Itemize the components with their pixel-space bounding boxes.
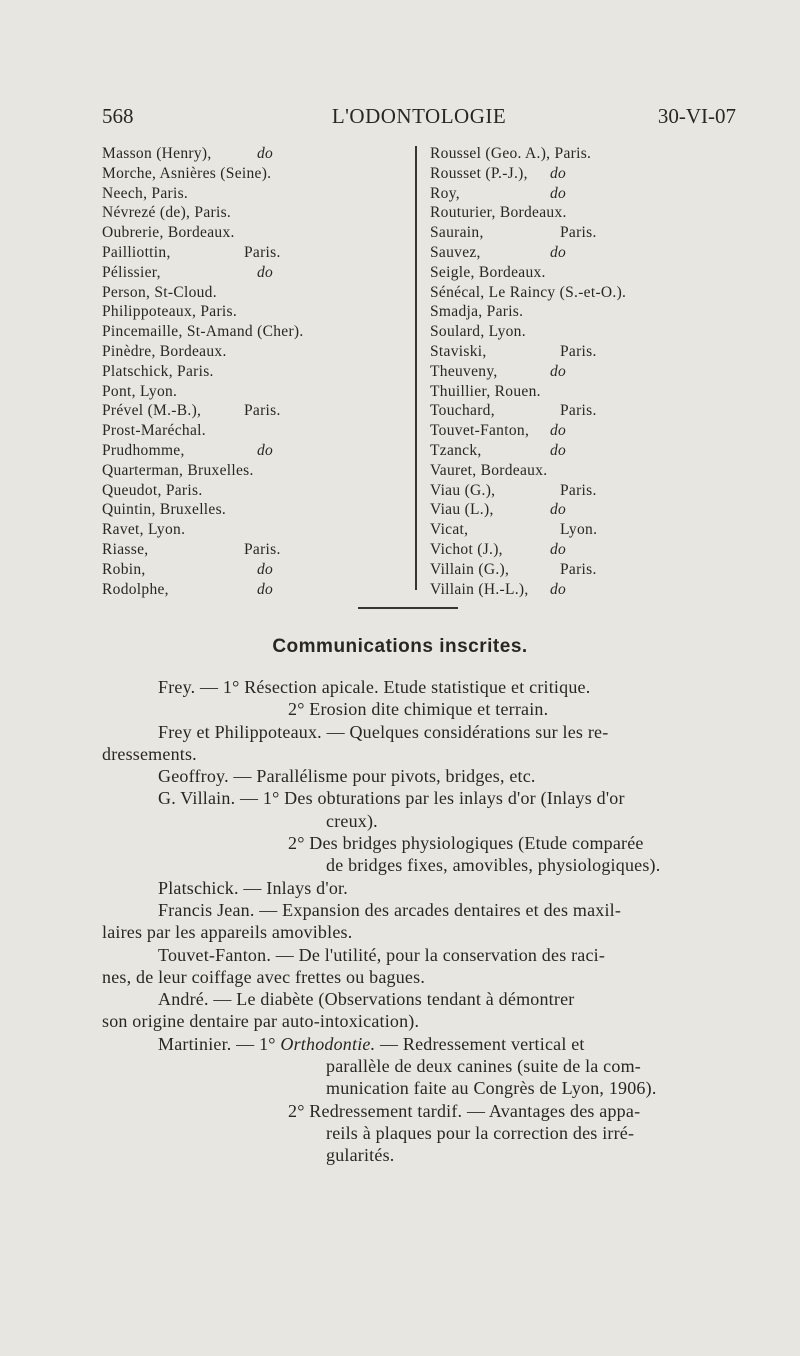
member-city: Paris. [560,402,597,420]
member-entry [430,461,750,481]
communication-text: André. — Le diabète (Observations tendant à démontrer [158,989,575,1010]
column-divider [415,146,417,590]
member-entry [430,302,750,322]
member-city: Paris. [244,402,281,420]
ditto-mark: do [550,580,567,598]
member-city: Paris. [560,342,597,360]
member-city: Paris. [244,540,281,558]
member-entry [430,243,750,263]
member-name: Viau (G.), [430,481,496,499]
member-name: Pincemaille, St-Amand (Cher). [102,323,304,341]
communication-text: creux). [326,810,378,831]
communication-line [102,966,736,988]
member-entry [430,540,750,560]
member-city: Lyon. [560,521,598,539]
ditto-mark: do [550,243,567,261]
member-entry [102,461,412,481]
ditto-mark: do [550,441,567,459]
member-name: Riasse, [102,540,149,558]
member-entry [102,500,412,520]
member-name: Thuillier, Rouen. [430,382,541,400]
member-entry [430,184,750,204]
member-entry [430,164,750,184]
communication-line [102,854,736,876]
communication-text: laires par les appareils amovibles. [102,922,353,943]
member-name: Masson (Henry), [102,145,212,162]
member-entry [102,421,412,441]
member-name: Morche, Asnières (Seine). [102,164,272,182]
member-name: Pont, Lyon. [102,382,178,400]
communication-text: Geoffroy. — Parallélisme pour pivots, bridges, etc. [158,766,536,787]
member-entry [102,560,412,580]
member-name: Queudot, Paris. [102,481,203,499]
communication-line [102,765,736,787]
member-name: Prost-Maréchal. [102,422,206,440]
communication-text: Francis Jean. — Expansion des arcades dentaires et des maxil- [158,899,622,920]
member-name: Touchard, [430,402,495,420]
member-entry [430,263,750,283]
communication-text: 2° Redressement tardif. — Avantages des appa- [288,1100,641,1121]
communication-text: reils à plaques pour la correction des irré- [326,1122,635,1143]
member-entry [430,322,750,342]
communication-line [102,1100,736,1122]
member-name: Philippoteaux, Paris. [102,303,238,321]
member-entry [430,421,750,441]
ditto-mark: do [257,441,274,459]
member-name: Roussel (Geo. A.), Paris. [430,145,592,162]
member-city: Paris. [560,481,597,499]
communication-text: nes, de leur coiffage avec frettes ou bagues. [102,966,426,987]
member-name: Pélissier, [102,263,161,281]
member-name: Quintin, Bruxelles. [102,501,227,519]
communication-line [102,944,736,966]
member-entry [102,243,412,263]
communications-list [102,676,736,1167]
page-number: 568 [102,104,134,128]
communication-text: gularités. [326,1145,395,1166]
member-name: Vauret, Bordeaux. [430,461,548,479]
member-entry [102,144,412,164]
communication-line [102,1122,736,1144]
member-entry [102,322,412,342]
ditto-mark: do [550,164,567,182]
communication-text: dressements. [102,743,197,764]
member-entry [430,223,750,243]
member-entry [430,580,750,600]
communication-text: Platschick. — Inlays d'or. [158,877,348,898]
member-name: Pailliottin, [102,243,171,261]
communication-text: Frey et Philippoteaux. — Quelques considérations sur les re- [158,721,609,742]
member-entry [102,184,412,204]
member-name: Staviski, [430,342,487,360]
section-title: Communications inscrites. [272,636,528,657]
member-entry [102,520,412,540]
issue-date: 30-VI-07 [657,104,736,128]
communication-line [102,1033,736,1055]
member-name: Person, St-Cloud. [102,283,217,301]
member-city: Paris. [560,560,597,578]
member-entry [430,203,750,223]
communication-line [102,676,736,698]
member-entry [102,441,412,461]
member-name: Vicat, [430,521,469,539]
communication-line [102,810,736,832]
member-name: Vichot (J.), [430,540,503,558]
member-name: Sauvez, [430,243,481,261]
member-entry [102,164,412,184]
member-entry [102,481,412,501]
ditto-mark: do [257,145,274,162]
member-name: Ravet, Lyon. [102,521,186,539]
member-entry [102,362,412,382]
member-entry [102,342,412,362]
ditto-mark: do [550,422,567,440]
communication-line [102,1055,736,1077]
ditto-mark: do [550,362,567,380]
ditto-mark: do [550,501,567,519]
member-name: Prudhomme, [102,441,185,459]
communication-text: de bridges fixes, amovibles, physiologiques). [326,855,661,876]
member-name: Quarterman, Bruxelles. [102,461,254,479]
member-name: Villain (H.-L.), [430,580,529,598]
member-entry [430,283,750,303]
communication-topic: Orthodontie. [280,1033,376,1054]
ditto-mark: do [550,540,567,558]
member-list-left [102,144,412,599]
member-name: Rodolphe, [102,580,169,598]
member-name: Seigle, Bordeaux. [430,263,546,281]
member-name: Robin, [102,560,146,578]
member-entry [430,382,750,402]
communication-line [102,721,736,743]
member-entry [430,144,750,164]
member-entry [430,520,750,540]
communication-text: 2° Des bridges physiologiques (Etude comparée [288,833,644,854]
communication-line [102,1144,736,1166]
communication-line [102,832,736,854]
page-header [102,104,736,134]
member-list-right [430,144,750,599]
member-entry [430,342,750,362]
member-entry [102,401,412,421]
member-name: Smadja, Paris. [430,303,524,321]
member-name: Oubrerie, Bordeaux. [102,224,235,242]
communication-line [102,698,736,720]
communication-line [102,988,736,1010]
communication-text: G. Villain. — 1° Des obturations par les inlays d'or (Inlays d'or [158,788,625,809]
member-name: Sénécal, Le Raincy (S.-et-O.). [430,283,627,301]
member-name: Pinèdre, Bordeaux. [102,342,227,360]
ditto-mark: do [550,184,567,202]
member-entry [102,382,412,402]
communication-text [158,1033,585,1055]
member-name: Soulard, Lyon. [430,323,526,341]
communication-line [102,899,736,921]
communication-text: Touvet-Fanton. — De l'utilité, pour la conservation des raci- [158,944,606,965]
member-entry [102,223,412,243]
member-name: Villain (G.), [430,560,510,578]
communication-text: parallèle de deux canines (suite de la com- [326,1056,641,1077]
member-city: Paris. [560,224,597,242]
member-entry [430,500,750,520]
member-entry [102,580,412,600]
member-name: Platschick, Paris. [102,362,214,380]
communication-text: Martinier. — 1° [158,1033,281,1054]
member-entry [102,283,412,303]
communication-line [102,743,736,765]
ditto-mark: do [257,580,274,598]
communication-line [102,1077,736,1099]
member-name: Neech, Paris. [102,184,189,202]
ditto-mark: do [257,263,274,281]
communication-text: munication faite au Congrès de Lyon, 1906). [326,1078,657,1099]
member-name: Roy, [430,184,460,202]
member-name: Touvet-Fanton, [430,422,530,440]
member-entry [102,263,412,283]
communication-text: son origine dentaire par auto-intoxication). [102,1011,420,1032]
communication-text: — Redressement vertical et [375,1033,585,1054]
member-name: Saurain, [430,224,484,242]
member-entry [102,302,412,322]
journal-title: L'ODONTOLOGIE [331,104,507,128]
member-name: Theuveny, [430,362,498,380]
member-entry [430,401,750,421]
communication-line [102,1010,736,1032]
member-name: Viau (L.), [430,501,494,519]
member-city: Paris. [244,243,281,261]
member-name: Routurier, Bordeaux. [430,204,567,222]
member-entry [430,481,750,501]
member-entry [102,540,412,560]
communication-line [102,921,736,943]
member-name: Prével (M.-B.), [102,402,202,420]
member-entry [430,362,750,382]
member-name: Névrezé (de), Paris. [102,204,232,222]
member-name: Tzanck, [430,441,482,459]
communication-line [102,787,736,809]
member-name: Rousset (P.-J.), [430,164,528,182]
communication-text: Frey. — 1° Résection apicale. Etude statistique et critique. [158,677,591,697]
communication-text: 2° Erosion dite chimique et terrain. [288,699,549,720]
member-entry [430,441,750,461]
member-entry [102,203,412,223]
ditto-mark: do [257,560,274,578]
communication-line [102,877,736,899]
member-entry [430,560,750,580]
section-separator [358,607,458,609]
